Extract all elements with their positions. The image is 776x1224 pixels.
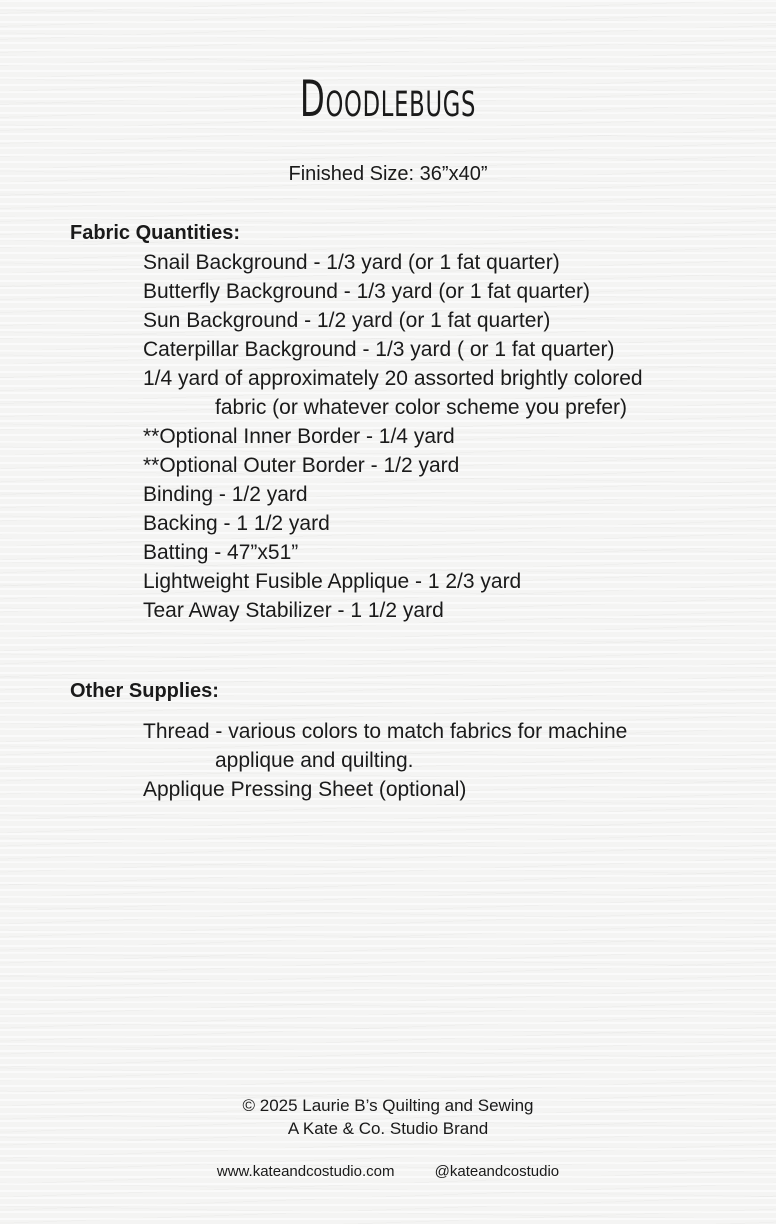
- copyright-text: © 2025 Laurie B’s Quilting and Sewing: [242, 1096, 534, 1115]
- list-item: **Optional Inner Border - 1/4 yard: [143, 425, 455, 448]
- list-item: Applique Pressing Sheet (optional): [143, 778, 467, 801]
- finished-size: Finished Size: 36”x40”: [288, 163, 488, 185]
- list-item: Binding - 1/2 yard: [143, 483, 308, 506]
- footer-links: [0, 1163, 776, 1180]
- list-item: Backing - 1 1/2 yard: [143, 512, 330, 535]
- fabric-quantities-list: [143, 248, 763, 625]
- list-item: Batting - 47”x51”: [143, 541, 299, 564]
- fabric-quantities-heading: Fabric Quantities:: [70, 222, 241, 244]
- list-item: Lightweight Fusible Applique - 1 2/3 yard: [143, 570, 522, 593]
- social-handle[interactable]: @kateandcostudio: [434, 1163, 560, 1180]
- brand-text: A Kate & Co. Studio Brand: [287, 1119, 489, 1138]
- list-item: Butterfly Background - 1/3 yard (or 1 fat quarter): [143, 280, 591, 303]
- list-item: Thread - various colors to match fabrics for machine applique and quilting.: [143, 720, 628, 772]
- list-item: **Optional Outer Border - 1/2 yard: [143, 454, 460, 477]
- list-item: Caterpillar Background - 1/3 yard ( or 1 fat quarter): [143, 338, 615, 361]
- other-supplies-heading: Other Supplies:: [70, 680, 219, 702]
- list-item: 1/4 yard of approximately 20 assorted brightly colored fabric (or whatever color scheme you prefer): [143, 367, 643, 419]
- website-link[interactable]: www.kateandcostudio.com: [216, 1163, 395, 1180]
- list-item: Sun Background - 1/2 yard (or 1 fat quarter): [143, 309, 551, 332]
- list-item: Tear Away Stabilizer - 1 1/2 yard: [143, 599, 444, 622]
- list-item: Snail Background - 1/3 yard (or 1 fat quarter): [143, 251, 560, 274]
- page-title: Doodlebugs: [299, 70, 477, 128]
- other-supplies-list: [143, 717, 763, 804]
